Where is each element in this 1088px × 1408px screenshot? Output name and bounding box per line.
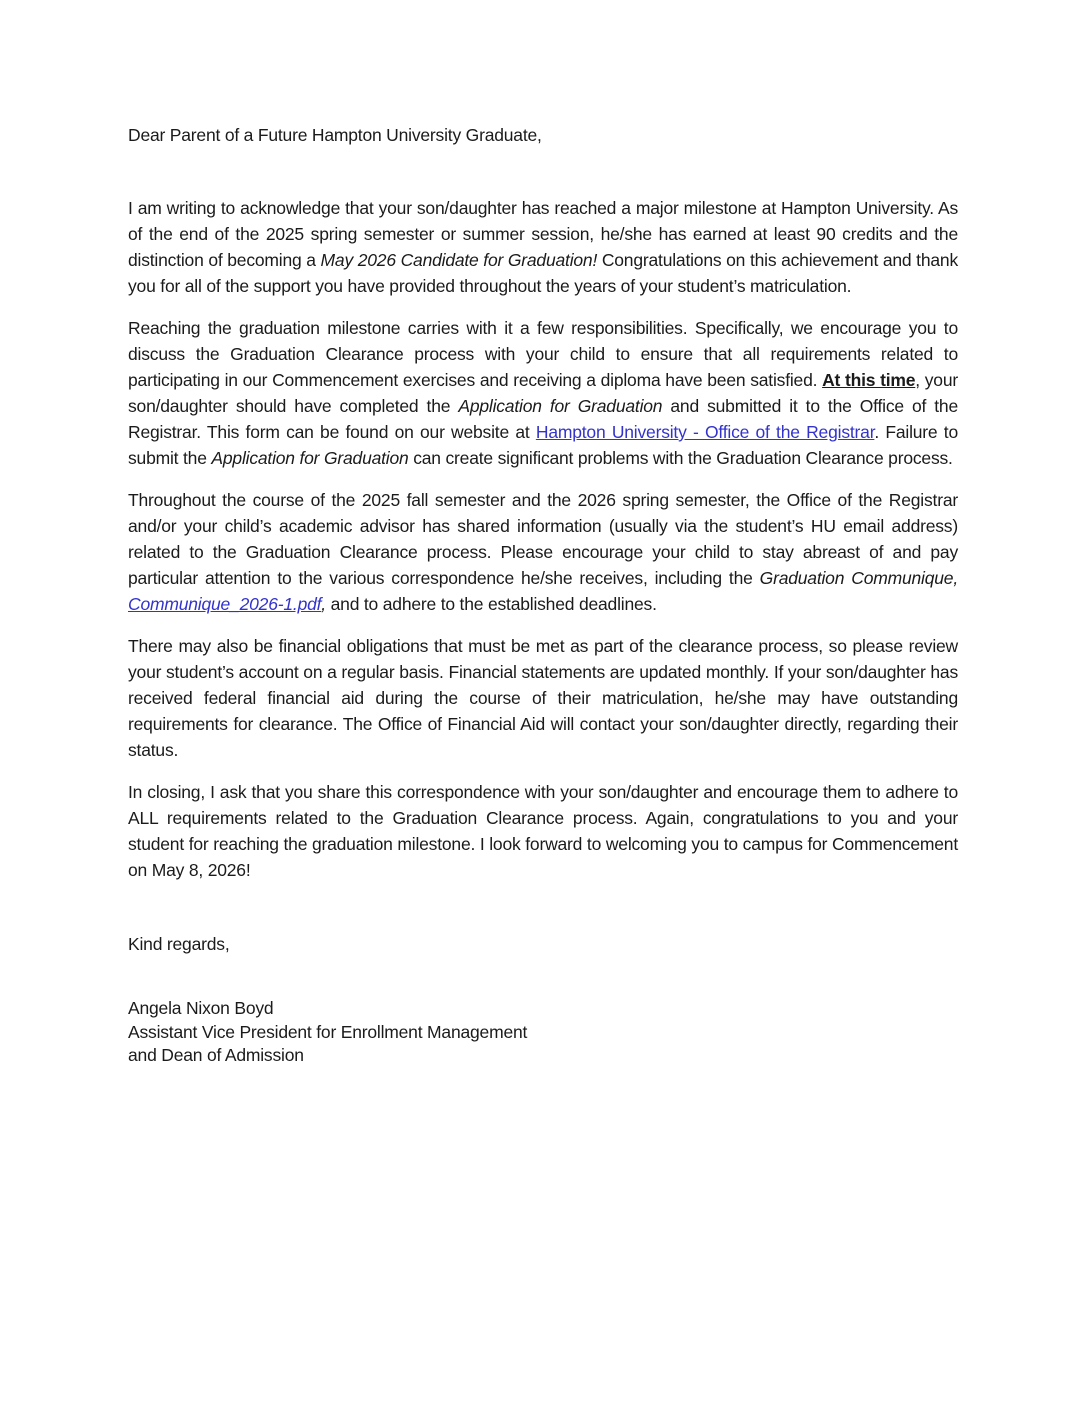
application-for-graduation-emphasis: Application for Graduation xyxy=(458,396,663,416)
signature-name: Angela Nixon Boyd xyxy=(128,998,274,1018)
closing-valediction: Kind regards, xyxy=(128,934,230,954)
signature-title-line2: and Dean of Admission xyxy=(128,1045,304,1065)
signature-block xyxy=(128,997,958,1068)
application-for-graduation-emphasis: Application for Graduation xyxy=(211,448,409,468)
at-this-time-emphasis: At this time xyxy=(822,370,916,390)
text-run: There may also be financial obligations that must be met as part of the clearance process, so please review your student’s account on a regular basis. Financial statements are updated monthly. If your son/daughter has received federal financial aid during the course of their matriculation, he/she may have outstanding requirements for clearance. The Office of Financial Aid will contact your son/daughter directly, regarding their status. xyxy=(128,636,958,760)
text-run: Throughout the course of the 2025 fall semester and the 2026 spring semester, the Office of the Registrar and/or your child’s academic advisor has shared information (usually via the student’s HU email address) related to the Graduation Clearance process. Please encourage your child to stay abreast of and pay particular attention to the various correspondence he/she receives, including the xyxy=(128,490,958,588)
paragraph-milestone xyxy=(128,195,958,299)
text-run: In closing, I ask that you share this correspondence with your son/daughter and encourage them to adhere to ALL requirements related to the Graduation Clearance process. Again, congratulations to you and your student for reaching the graduation milestone. I look forward to welcoming you to campus for Commencement on May 8, 2026! xyxy=(128,782,958,880)
text-run: I am writing to acknowledge that your son/daughter has reached a major milestone at Hampton University. As of the end of the 2025 spring semester or summer session, he/she has earned at least 90 credits and the distinction of becoming a xyxy=(128,198,958,270)
registrar-office-link[interactable]: Hampton University - Office of the Registrar xyxy=(535,422,875,442)
text-run: and submitted it to the Office of the Registrar. This form can be found on our website at xyxy=(128,396,958,442)
text-run: and to adhere to the established deadlines. xyxy=(325,594,657,614)
paragraph-communications xyxy=(128,487,958,617)
text-run: Reaching the graduation milestone carries with it a few responsibilities. Specifically, we encourage you to discuss the Graduation Clearance process with your child to ensure that all requirements related to participating in our Commencement exercises and receiving a diploma have been satisfied. xyxy=(128,318,958,390)
salutation: Dear Parent of a Future Hampton University Graduate, xyxy=(128,125,542,145)
paragraph-closing-request xyxy=(128,779,958,883)
signature-title-line1: Assistant Vice President for Enrollment Management xyxy=(128,1021,528,1042)
text-run: . Failure to submit the xyxy=(128,422,959,468)
candidate-for-graduation-emphasis: May 2026 Candidate for Graduation! xyxy=(320,250,598,270)
paragraph-clearance-responsibilities xyxy=(128,315,958,471)
paragraph-financial-obligations xyxy=(128,633,958,763)
text-run: Congratulations on this achievement and thank you for all of the support you have provided throughout the years of your student’s matriculation. xyxy=(128,250,958,296)
communique-pdf-link[interactable]: Communique_2026-1.pdf xyxy=(128,594,322,614)
text-run: can create significant problems with the Graduation Clearance process. xyxy=(408,448,953,468)
text-run: , xyxy=(321,594,326,614)
graduation-communique-emphasis: Graduation Communique, xyxy=(759,568,958,588)
text-run: , your son/daughter should have completed the xyxy=(128,370,958,416)
